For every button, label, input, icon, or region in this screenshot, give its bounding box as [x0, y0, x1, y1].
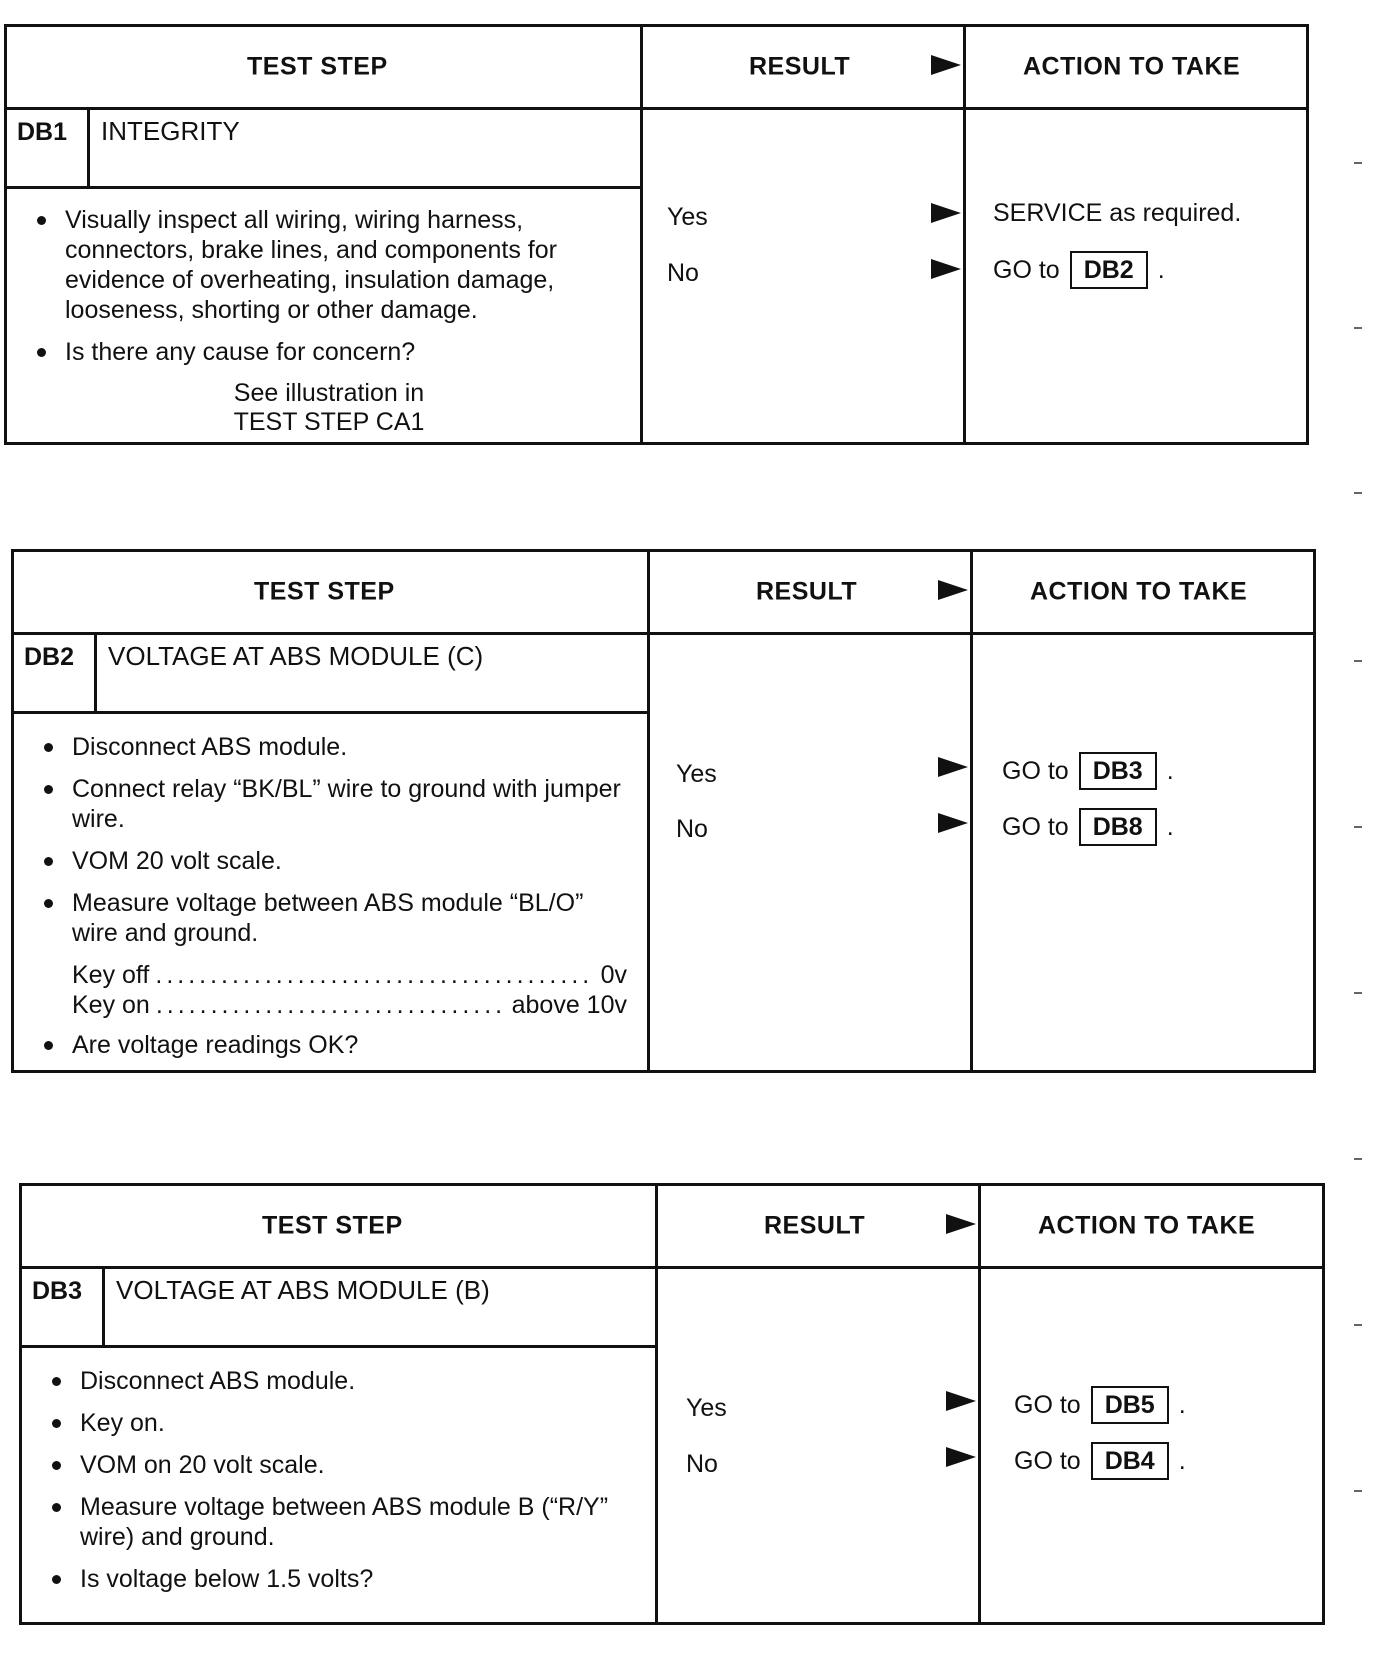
goto-step-link[interactable]: DB2: [1070, 251, 1148, 289]
header-test-step: TEST STEP: [262, 1211, 403, 1240]
spec-row: Key off ..... 0v: [72, 960, 627, 990]
step-divider: [87, 110, 90, 186]
header-result: RESULT: [749, 52, 851, 81]
step-instructions: [44, 1366, 644, 1606]
table-header: [22, 1186, 1322, 1269]
header-result: RESULT: [764, 1211, 866, 1240]
instruction-item: Disconnect ABS module.: [44, 1366, 644, 1396]
result-arrow-icon: [946, 1391, 976, 1411]
header-action: ACTION TO TAKE: [1030, 577, 1248, 606]
result-arrow-icon: [938, 757, 968, 777]
result-yes: Yes: [686, 1394, 727, 1422]
step-divider: [94, 635, 97, 711]
action-goto: GO to DB8 .: [1002, 808, 1174, 846]
step-id: DB1: [17, 118, 68, 146]
goto-step-link[interactable]: DB4: [1091, 1442, 1169, 1480]
test-table-db2: [11, 549, 1316, 1073]
result-arrow-icon: [931, 203, 961, 223]
header-test-step: TEST STEP: [247, 52, 388, 81]
margin-tick: [1354, 162, 1362, 164]
instruction-item: Disconnect ABS module.: [36, 732, 636, 762]
voltage-spec-list: [36, 960, 636, 1020]
step-heading: [22, 1269, 655, 1348]
column-divider: [970, 552, 973, 1070]
instruction-item: VOM 20 volt scale.: [36, 846, 636, 876]
column-divider: [963, 27, 966, 442]
header-result: RESULT: [756, 577, 858, 606]
margin-tick: [1354, 492, 1362, 494]
action-goto: GO to DB2 .: [993, 251, 1165, 289]
test-table-db3: [19, 1183, 1325, 1625]
result-no: No: [667, 259, 699, 287]
goto-step-link[interactable]: DB5: [1091, 1386, 1169, 1424]
header-action: ACTION TO TAKE: [1023, 52, 1241, 81]
column-divider: [978, 1186, 981, 1622]
dot-leader: [156, 990, 506, 1020]
margin-tick: [1354, 1324, 1362, 1326]
instruction-item: Measure voltage between ABS module B (“R/Y” wire) and ground.: [44, 1492, 644, 1552]
step-title: INTEGRITY: [101, 116, 240, 146]
action-goto: GO to DB3 .: [1002, 752, 1174, 790]
margin-tick: [1354, 1490, 1362, 1492]
column-divider: [647, 552, 650, 1070]
result-yes: Yes: [667, 203, 708, 231]
step-title: VOLTAGE AT ABS MODULE (C): [108, 641, 484, 671]
step-heading: [7, 110, 640, 189]
result-arrow-icon: [931, 259, 961, 279]
action-goto: GO to DB5 .: [1014, 1386, 1186, 1424]
instruction-item: Is there any cause for concern?: [29, 337, 629, 367]
header-test-step: TEST STEP: [254, 577, 395, 606]
step-instructions: [29, 205, 629, 437]
result-arrow-icon: [938, 813, 968, 833]
margin-tick: [1354, 826, 1362, 828]
result-arrow-icon: [946, 1447, 976, 1467]
margin-tick: [1354, 1158, 1362, 1160]
dot-leader: [155, 960, 594, 990]
step-heading: [14, 635, 647, 714]
header-action: ACTION TO TAKE: [1038, 1211, 1256, 1240]
instruction-item: Connect relay “BK/BL” wire to ground with jumper wire.: [36, 774, 636, 834]
goto-step-link[interactable]: DB3: [1079, 752, 1157, 790]
goto-step-link[interactable]: DB8: [1079, 808, 1157, 846]
action-goto: GO to DB4 .: [1014, 1442, 1186, 1480]
column-divider: [640, 27, 643, 442]
step-id: DB3: [32, 1277, 83, 1305]
instruction-item: Key on.: [44, 1408, 644, 1438]
result-no: No: [686, 1450, 718, 1478]
test-table-db1: [4, 24, 1309, 445]
step-instructions: [36, 732, 636, 1072]
result-no: No: [676, 815, 708, 843]
table-header: [14, 552, 1313, 635]
margin-tick: [1354, 660, 1362, 662]
illustration-note: See illustration in TEST STEP CA1: [233, 379, 425, 436]
header-arrow-icon: [946, 1214, 976, 1234]
spec-row: Key on ..... above 10v: [72, 990, 627, 1020]
step-divider: [102, 1269, 105, 1345]
instruction-item: Measure voltage between ABS module “BL/O” wire and ground.: [36, 888, 636, 948]
instruction-item: Are voltage readings OK?: [36, 1030, 636, 1060]
header-arrow-icon: [931, 55, 961, 75]
instruction-item: Visually inspect all wiring, wiring harness, connectors, brake lines, and components for evidence of overheating, insulation damage, looseness, shorting or other damage.: [29, 205, 629, 325]
step-title: VOLTAGE AT ABS MODULE (B): [116, 1275, 490, 1305]
instruction-item: VOM on 20 volt scale.: [44, 1450, 644, 1480]
result-yes: Yes: [676, 760, 717, 788]
margin-tick: [1354, 327, 1362, 329]
instruction-item: Is voltage below 1.5 volts?: [44, 1564, 644, 1594]
table-header: [7, 27, 1306, 110]
header-arrow-icon: [938, 580, 968, 600]
step-id: DB2: [24, 643, 75, 671]
action-service: SERVICE as required.: [993, 199, 1242, 227]
column-divider: [655, 1186, 658, 1622]
margin-tick: [1354, 992, 1362, 994]
